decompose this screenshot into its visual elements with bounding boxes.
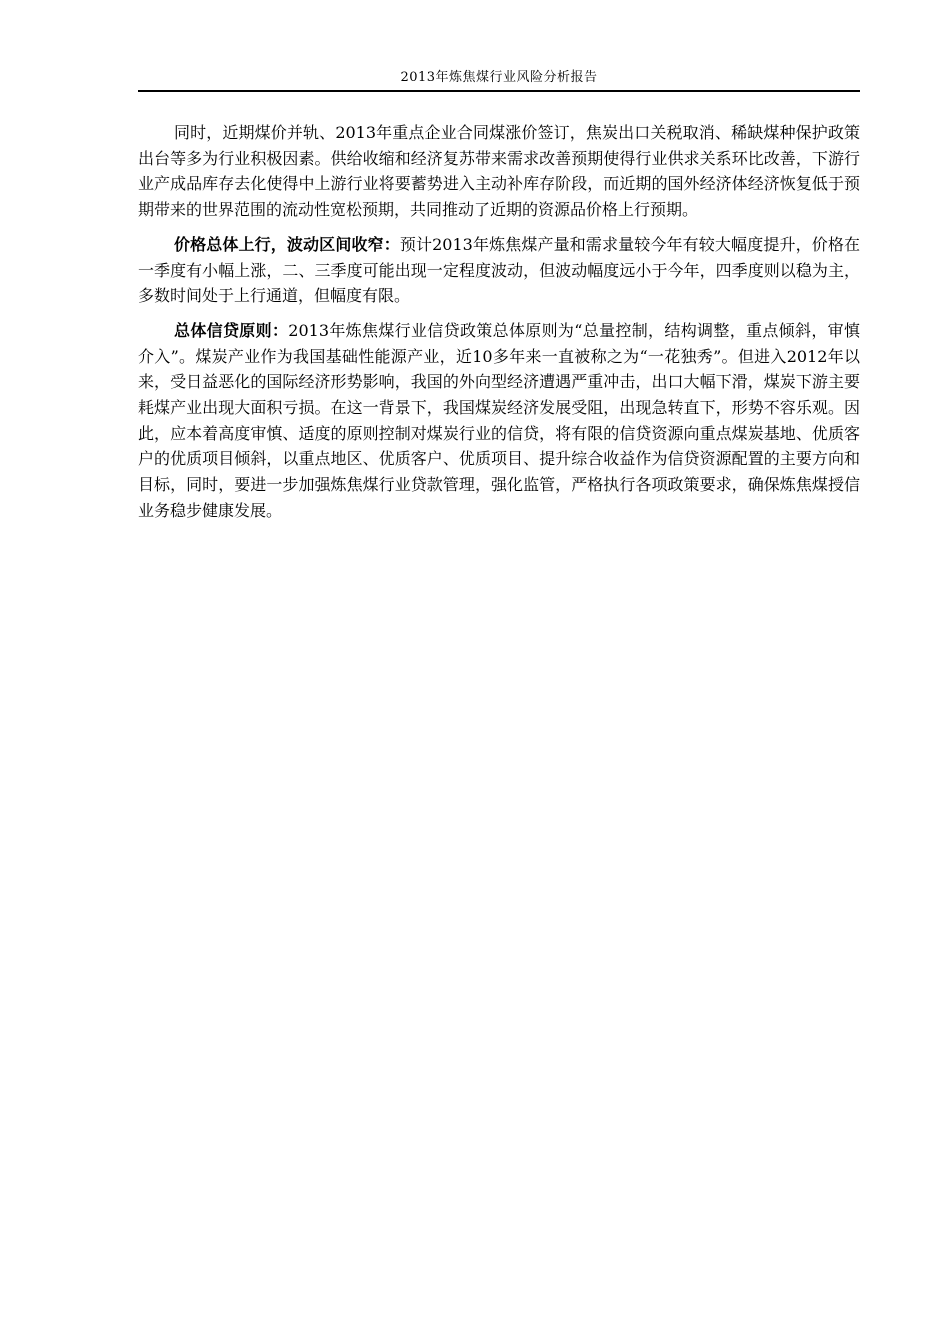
paragraph-lead: 价格总体上行，波动区间收窄： [174, 234, 400, 254]
paragraph-price-outlook [138, 232, 860, 309]
header-title: 2013年炼焦煤行业风险分析报告 [400, 70, 598, 85]
page-header [138, 66, 860, 92]
paragraph-credit-principle [138, 318, 860, 524]
paragraph-text: 2013年炼焦煤行业信贷政策总体原则为“总量控制，结构调整，重点倾斜，审慎介入”。煤炭产业作为我国基础性能源产业，近10多年来一直被称之为“一花独秀”。但进入2012年以来，受日益恶化的国际经济形势影响，我国的外向型经济遭遇严重冲击，出口大幅下滑，煤炭下游主要耗煤产业出现大面积亏损。在这一背景下，我国煤炭经济发展受阻，出现急转直下，形势不容乐观。因此，应本着高度审慎、适度的原则控制对煤炭行业的信贷，将有限的信贷资源向重点煤炭基地、优质客户的优质项目倾斜，以重点地区、优质客户、优质项目、提升综合收益作为信贷资源配置的主要方向和目标，同时，要进一步加强炼焦煤行业贷款管理，强化监管，严格执行各项政策要求，确保炼焦煤授信业务稳步健康发展。 [138, 320, 860, 520]
paragraph-lead: 总体信贷原则： [174, 320, 289, 340]
paragraph-text: 同时，近期煤价并轨、2013年重点企业合同煤涨价签订，焦炭出口关税取消、稀缺煤种保护政策出台等多为行业积极因素。供给收缩和经济复苏带来需求改善预期使得行业供求关系环比改善，下游行业产成品库存去化使得中上游行业将要蓄势进入主动补库存阶段，而近期的国外经济体经济恢复低于预期带来的世界范围的流动性宽松预期，共同推动了近期的资源品价格上行预期。 [138, 123, 860, 220]
paragraph-text: 预计2013年炼焦煤产量和需求量较今年有较大幅度提升，价格在一季度有小幅上涨，二、三季度可能出现一定程度波动，但波动幅度远小于今年，四季度则以稳为主，多数时间处于上行通道，但幅度有限。 [138, 234, 860, 306]
document-body [138, 120, 860, 533]
paragraph-market-factors [138, 120, 860, 223]
